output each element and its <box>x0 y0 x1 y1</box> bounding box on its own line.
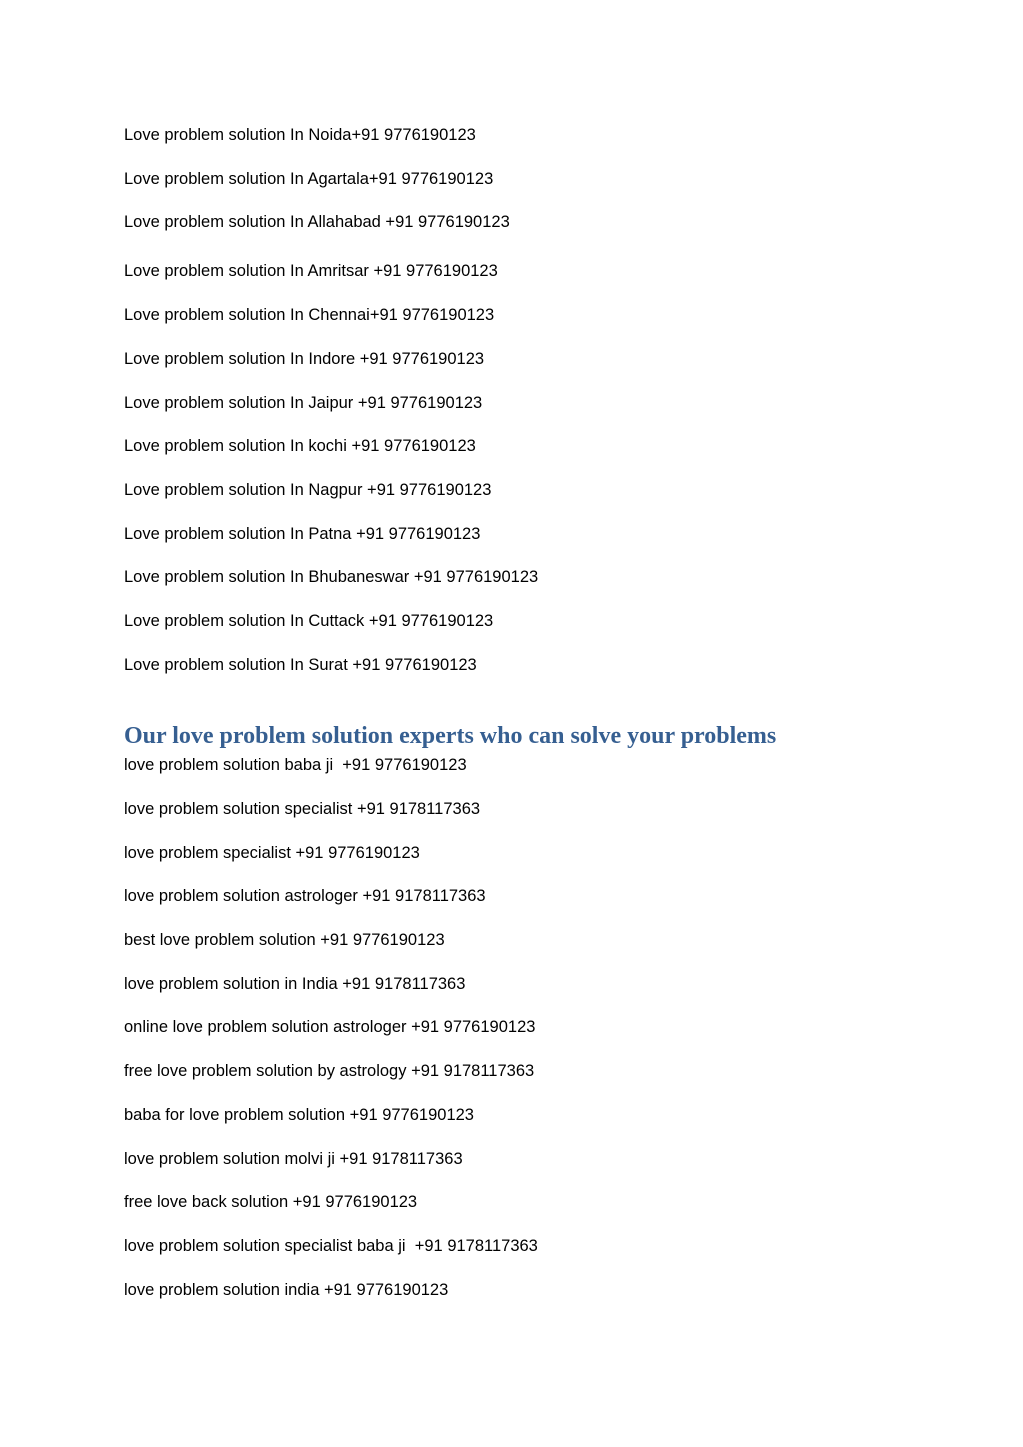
text-line: love problem solution specialist +91 9178117363 <box>124 800 481 818</box>
text-line: Love problem solution In Allahabad +91 9776190123 <box>124 213 510 231</box>
text-line: Love problem solution In Indore +91 9776190123 <box>124 350 485 368</box>
text-line: Love problem solution In Patna +91 9776190123 <box>124 525 481 543</box>
text-line: Love problem solution In kochi +91 9776190123 <box>124 437 476 455</box>
text-line: online love problem solution astrologer +91 9776190123 <box>124 1018 536 1036</box>
text-line: Love problem solution In Chennai+91 9776190123 <box>124 306 495 324</box>
text-line: baba for love problem solution +91 9776190123 <box>124 1106 474 1124</box>
text-line: Love problem solution In Cuttack +91 9776190123 <box>124 612 494 630</box>
text-line: Love problem solution In Noida+91 9776190123 <box>124 126 476 144</box>
text-line: love problem solution specialist baba ji +91 9178117363 <box>124 1237 538 1255</box>
text-line: best love problem solution +91 9776190123 <box>124 931 445 949</box>
section-heading: Our love problem solution experts who can solve your problems <box>124 723 777 749</box>
text-line: love problem solution molvi ji +91 9178117363 <box>124 1150 463 1168</box>
text-line: love problem solution in India +91 9178117363 <box>124 975 466 993</box>
text-line: Love problem solution In Amritsar +91 9776190123 <box>124 262 498 280</box>
text-line: love problem solution india +91 9776190123 <box>124 1281 449 1299</box>
text-line: free love back solution +91 9776190123 <box>124 1193 418 1211</box>
text-line: Love problem solution In Agartala+91 9776190123 <box>124 170 494 188</box>
text-line: love problem specialist +91 9776190123 <box>124 844 420 862</box>
text-line: Love problem solution In Jaipur +91 9776190123 <box>124 394 483 412</box>
text-line: Love problem solution In Bhubaneswar +91 9776190123 <box>124 568 539 586</box>
text-line: Love problem solution In Nagpur +91 9776190123 <box>124 481 492 499</box>
text-line: love problem solution baba ji +91 9776190123 <box>124 756 467 774</box>
text-line: free love problem solution by astrology +91 9178117363 <box>124 1062 535 1080</box>
text-line: love problem solution astrologer +91 9178117363 <box>124 887 486 905</box>
text-line: Love problem solution In Surat +91 9776190123 <box>124 656 477 674</box>
